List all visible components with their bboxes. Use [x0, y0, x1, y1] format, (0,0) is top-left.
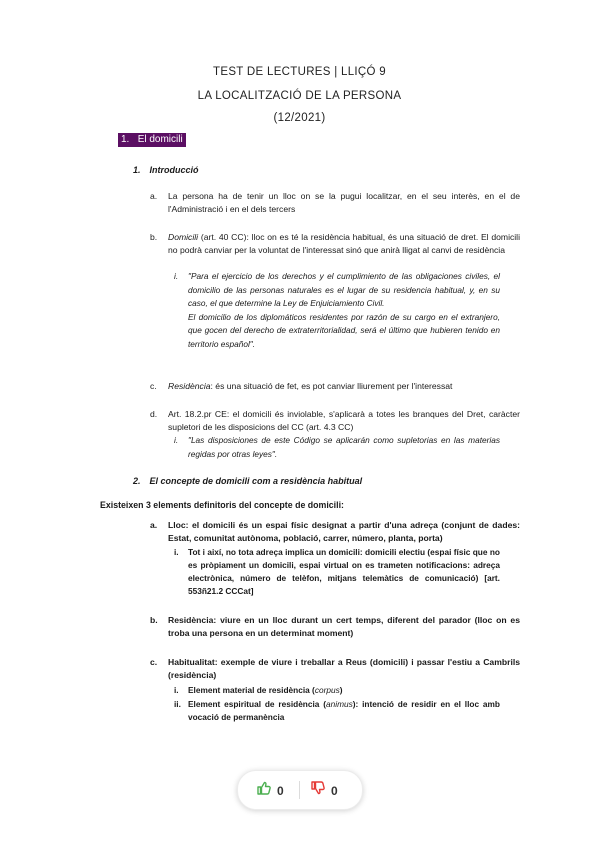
subitem-post: ): intenció de residir en el lloc amb vocació de permanència	[188, 699, 500, 722]
subitem-text	[188, 698, 500, 724]
quote-paragraph-2: El domicilio de los diplomáticos residentes por razón de su cargo en el extranjero, que gocen del derecho de extraterritorialidad, será el último que hubieren tenido en territorio español".	[188, 311, 500, 349]
item-letter: b.	[150, 615, 158, 625]
subitem-pre: Element material de residència (	[188, 685, 315, 695]
item-letter: a.	[150, 520, 158, 530]
upvote-button[interactable]	[256, 780, 284, 801]
section-title: El domicili	[137, 134, 183, 145]
subsection-title: El concepte de domicili com a residència habitual	[149, 476, 363, 486]
subitem-term: corpus	[314, 685, 340, 695]
doc-title-line2: LA LOCALITZACIÓ DE LA PERSONA	[197, 90, 402, 102]
item-text	[168, 380, 520, 393]
downvote-button[interactable]	[310, 780, 338, 801]
vote-widget	[237, 770, 363, 810]
subitem-text: Tot i així, no tota adreça implica un domicili: domicili electiu (espai físic que no es pròpiament un domicili, espai virtual on es trameten notificacions: adreça electrònica, número de telèfon, mitjans telemàtics de comunicació) [art. 553ñ21.2 CCCat]	[188, 547, 500, 596]
item-ref: (art. 40 CC)	[198, 232, 247, 242]
item-letter: d.	[150, 409, 158, 419]
doc-title-line1: TEST DE LECTURES | LLIÇÓ 9	[213, 66, 386, 78]
item-letter: b.	[150, 232, 158, 242]
element-a-subitem	[174, 546, 500, 598]
subsection-number: 2.	[133, 476, 141, 486]
subitem-post: )	[339, 685, 343, 695]
item-text: La persona ha de tenir un lloc on se la pugui localitzar, en el seu interès, en el de l'Administració i en el dels tercers	[168, 191, 520, 214]
roman-numeral: ii.	[174, 699, 181, 709]
item-text: Residència: viure en un lloc durant un cert temps, diferent del parador (lloc on es troba una persona en un determinat moment)	[168, 615, 520, 638]
quote-block-d	[174, 434, 500, 461]
subitem-text	[188, 684, 500, 697]
item-text: Habitualitat: exemple de viure i treballar a Reus (domicili) i passar l'estiu a Cambrils (residència)	[168, 657, 520, 680]
doc-date: (12/2021)	[273, 112, 326, 124]
subsection-title: Introducció	[149, 165, 199, 175]
item-term: Domicili	[168, 232, 199, 242]
section-number: 1.	[121, 134, 130, 145]
roman-numeral: i.	[174, 685, 179, 695]
subitem-term: animus	[326, 699, 353, 709]
item-text: Art. 18.2.pr CE: el domicili és inviolable, s'aplicarà a totes les branques del Dret, caràcter supletori de les disposicions del CC (art. 4.3 CC)	[168, 409, 520, 432]
section-heading-box	[118, 133, 186, 147]
item-letter: c.	[150, 657, 158, 667]
subsection-number: 1.	[133, 165, 141, 175]
item-body: : lloc on es té la residència habitual, és una situació de dret. El domicili no podrà canviar per la voluntat de l'interessat sinó que anirà lligat al canvi de residència	[168, 232, 520, 255]
element-c-subitem-i	[174, 684, 500, 697]
item-letter: a.	[150, 191, 158, 201]
subsection-heading-1	[133, 165, 199, 175]
quote-block-b	[174, 270, 500, 352]
intro-paragraph: Existeixen 3 elements definitoris del concepte de domicili:	[100, 500, 344, 510]
subitem-pre: Element espiritual de residència (	[188, 699, 327, 709]
item-term: Residència	[168, 381, 211, 391]
item-text: Lloc: el domicili és un espai físic designat a partir d'una adreça (conjunt de dades: Estat, comunitat autònoma, població, carrer, número, planta, porta)	[168, 520, 520, 543]
element-c-subitem-ii	[174, 698, 500, 724]
section-heading	[118, 134, 186, 145]
quote-paragraph-1: "Para el ejercicio de los derechos y el cumplimiento de las obligaciones civiles, el domicilio de las personas naturales es el lugar de su residencia habitual, y, en su caso, el que determine la Ley de Enjuiciamiento Civil.	[188, 271, 500, 309]
roman-numeral: i.	[174, 271, 179, 281]
item-body: : és una situació de fet, es pot canviar lliurement per l'interessat	[210, 381, 453, 391]
roman-numeral: i.	[174, 547, 179, 557]
item-letter: c.	[150, 381, 157, 391]
subsection-heading-2	[133, 476, 362, 486]
downvote-count: 0	[331, 783, 338, 798]
vote-divider	[299, 781, 300, 799]
roman-numeral: i.	[174, 435, 179, 445]
thumbs-up-icon	[256, 780, 272, 801]
item-text	[168, 231, 520, 257]
quote-paragraph: "Las disposiciones de este Código se aplicarán como supletorias en las materias regidas por otras leyes".	[188, 435, 500, 459]
upvote-count: 0	[277, 783, 284, 798]
thumbs-down-icon	[310, 780, 326, 801]
